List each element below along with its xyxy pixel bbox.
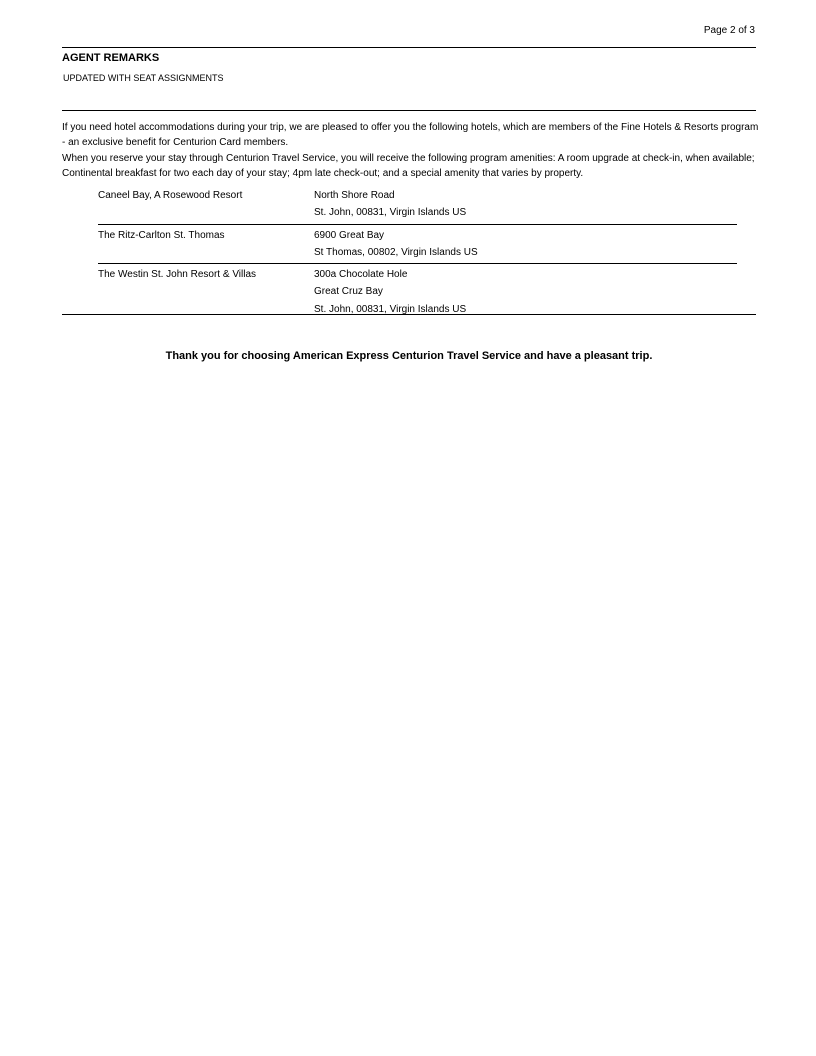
hotel-address	[314, 227, 478, 262]
address-line: St. John, 00831, Virgin Islands US	[314, 207, 467, 219]
hotel-row	[98, 225, 737, 265]
intro-paragraph: If you need hotel accommodations during your trip, we are pleased to offer you the following hotels, which are members of the Fine Hotels & Resorts program - an exclusive benefit for Centurion Card members.	[62, 122, 759, 149]
hotel-list	[98, 185, 737, 320]
agent-remarks-text: UPDATED WITH SEAT ASSIGNMENTS	[63, 73, 224, 83]
hotel-name: Caneel Bay, A Rosewood Resort	[98, 190, 243, 201]
section-divider	[62, 314, 756, 315]
address-line: Great Cruz Bay	[314, 286, 383, 298]
address-line: 300a Chocolate Hole	[314, 269, 408, 281]
agent-remarks-heading: AGENT REMARKS	[62, 52, 160, 64]
section-divider	[62, 47, 756, 48]
hotel-name: The Westin St. John Resort & Villas	[98, 269, 257, 281]
address-line: St. John, 00831, Virgin Islands US	[314, 303, 467, 315]
address-line: St Thomas, 00802, Virgin Islands US	[314, 246, 478, 258]
page-number: Page 2 of 3	[703, 25, 755, 36]
hotel-row	[98, 185, 737, 225]
hotel-name: The Ritz-Carlton St. Thomas	[98, 229, 225, 241]
hotel-offer-intro	[62, 120, 762, 181]
section-divider	[62, 110, 756, 111]
address-line: North Shore Road	[314, 190, 395, 201]
address-line: 6900 Great Bay	[314, 229, 385, 241]
hotel-address	[314, 266, 466, 318]
hotel-address	[314, 187, 466, 222]
hotel-row	[98, 264, 737, 320]
thank-you-message: Thank you for choosing American Express Centurion Travel Service and have a pleasant trip.	[165, 350, 653, 362]
intro-paragraph: When you reserve your stay through Centurion Travel Service, you will receive the following program amenities: A room upgrade at check-in, when available; Continental breakfast for two each day of your stay; 4pm late check-out; and a special amenity that varies by property.	[62, 152, 755, 179]
